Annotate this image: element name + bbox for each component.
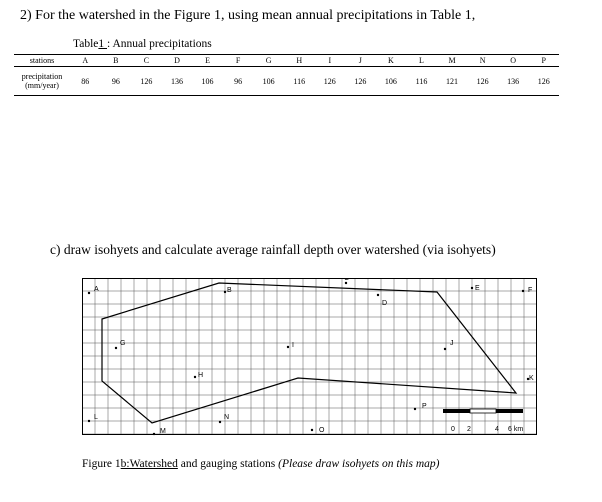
scale-label-0: 0 (451, 426, 455, 433)
station-C (344, 278, 349, 284)
figure-caption-prefix: Figure 1 (82, 458, 121, 470)
station-F (522, 287, 532, 294)
value-cell: 126 (345, 67, 376, 96)
figure-caption-underlined: b:Watershed (120, 458, 178, 470)
scale-label-6km: 6 km (508, 426, 524, 433)
station-cell: A (70, 55, 101, 67)
precipitation-label-line2: (mm/year) (25, 81, 59, 90)
table-caption-prefix: Table (73, 38, 99, 50)
station-label: H (198, 372, 204, 379)
station-cell: H (284, 55, 315, 67)
station-cell: G (253, 55, 284, 67)
station-cell: M (437, 55, 468, 67)
station-label: M (160, 428, 166, 435)
station-label: A (94, 286, 99, 293)
value-cell: 106 (376, 67, 407, 96)
part-c-instruction: c) draw isohyets and calculate average rainfall depth over watershed (via isohyets) (50, 242, 496, 257)
station-cell: O (498, 55, 529, 67)
figure-caption-middle: and gauging stations (177, 458, 279, 470)
value-cell: 126 (528, 67, 559, 96)
value-cell: 116 (406, 67, 437, 96)
station-cell: J (345, 55, 376, 67)
precipitation-table (14, 54, 559, 96)
station-cell: I (315, 55, 346, 67)
station-K (527, 375, 534, 382)
station-A (88, 286, 99, 294)
station-label: E (475, 285, 480, 292)
station-marker (115, 347, 117, 349)
station-cell: K (376, 55, 407, 67)
station-label: O (319, 427, 325, 434)
scale-segment-white (470, 409, 496, 413)
value-cell: 106 (253, 67, 284, 96)
station-D (377, 294, 387, 307)
station-cell: F (223, 55, 254, 67)
station-label: L (94, 414, 98, 421)
station-cell: B (101, 55, 132, 67)
station-N (219, 414, 229, 423)
station-marker (88, 420, 90, 422)
station-cell: L (406, 55, 437, 67)
value-cell: 86 (70, 67, 101, 96)
table-values-row (14, 67, 559, 96)
value-cell: 136 (162, 67, 193, 96)
station-marker (345, 282, 347, 284)
station-marker (219, 421, 221, 423)
station-marker (444, 348, 446, 350)
figure-caption-italic: (Please draw isohyets on this map) (278, 458, 440, 470)
station-cell: E (192, 55, 223, 67)
station-cell: N (467, 55, 498, 67)
station-label: B (227, 287, 232, 294)
value-cell: 126 (131, 67, 162, 96)
station-J (444, 340, 454, 350)
station-marker (194, 376, 196, 378)
station-cell: C (131, 55, 162, 67)
station-marker (414, 408, 416, 410)
station-label: C (344, 278, 350, 282)
question-title: 2) For the watershed in the Figure 1, using mean annual precipitations in Table 1, (20, 8, 476, 23)
table-caption (73, 38, 212, 50)
value-cell: 136 (498, 67, 529, 96)
station-M (153, 428, 166, 435)
station-O (311, 427, 325, 434)
value-cell: 116 (284, 67, 315, 96)
station-marker (88, 292, 90, 294)
station-label: J (450, 340, 454, 347)
station-marker (287, 346, 289, 348)
station-label: P (422, 403, 427, 410)
figure-caption (82, 458, 439, 470)
scale-label-4: 4 (495, 426, 499, 433)
table-caption-number: 1 (98, 38, 108, 50)
scale-segment-black-2 (496, 409, 523, 413)
watershed-map-svg (82, 278, 538, 436)
value-cell: 126 (315, 67, 346, 96)
station-label: D (382, 300, 388, 307)
table-header-row (14, 55, 559, 67)
station-marker (311, 429, 313, 431)
table-caption-text: : Annual precipitations (107, 38, 212, 50)
watershed-map (82, 278, 538, 441)
station-cell: D (162, 55, 193, 67)
station-marker (377, 294, 379, 296)
station-marker (153, 433, 155, 435)
station-label: N (224, 414, 230, 421)
station-cell: P (528, 55, 559, 67)
value-cell: 126 (467, 67, 498, 96)
scale-label-2: 2 (467, 426, 471, 433)
station-G (115, 340, 126, 349)
station-label: G (120, 340, 126, 347)
station-marker (224, 291, 226, 293)
station-H (194, 372, 203, 379)
value-cell: 106 (192, 67, 223, 96)
station-label: K (529, 375, 534, 382)
stations-header: stations (14, 55, 70, 67)
value-cell: 96 (223, 67, 254, 96)
station-label: I (292, 342, 294, 349)
value-cell: 96 (101, 67, 132, 96)
value-cell: 121 (437, 67, 468, 96)
station-marker (522, 290, 524, 292)
scale-segment-black-1 (443, 409, 470, 413)
station-marker (471, 287, 473, 289)
precipitation-label-line1: precipitation (21, 72, 63, 81)
station-label: F (528, 287, 533, 294)
station-P (414, 403, 427, 410)
precipitation-label (14, 67, 70, 96)
